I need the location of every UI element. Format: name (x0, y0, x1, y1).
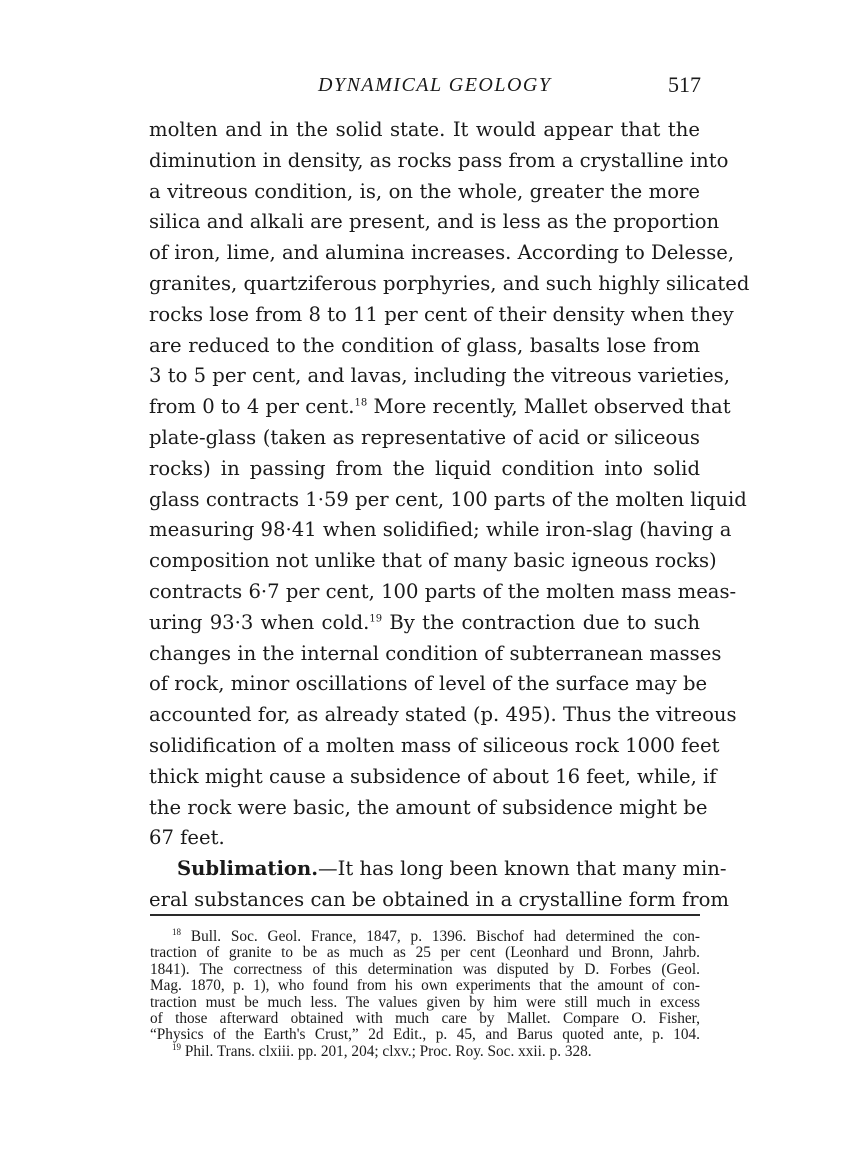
section-first-line (149, 854, 727, 885)
footnote-18-line: of those afterward obtained with much care by Mallet. Compare O. Fisher, (150, 1009, 700, 1027)
text-line: composition not unlike that of many basic igneous rocks) (149, 549, 717, 573)
footnote-text: Bull. Soc. Geol. France, 1847, p. 1396. Bischof had determined the con- (181, 928, 700, 945)
footnote-18-line: traction must be much less. The values given by him were still much in excess (150, 993, 700, 1011)
text-line: granites, quartziferous porphyries, and such highly silicated (149, 271, 750, 295)
text-line: 67 feet. (149, 826, 225, 850)
body-text (149, 115, 750, 916)
text-line (149, 392, 731, 423)
text-line: thick might cause a subsidence of about 16 feet, while, if (149, 764, 717, 788)
text-line: diminution in density, as rocks pass from a crystalline into (149, 148, 729, 172)
text-line: eral substances can be obtained in a crystalline form from (149, 887, 729, 911)
footnote-marker-18: 18 (172, 926, 181, 937)
text-line: are reduced to the condition of glass, basalts lose from (149, 333, 700, 357)
running-title: DYNAMICAL GEOLOGY (318, 74, 552, 96)
footnote-ref-19[interactable]: 19 (369, 613, 383, 625)
text-line: molten and in the solid state. It would appear that the (149, 118, 700, 141)
text-line: silica and alkali are present, and is less as the proportion (149, 210, 720, 234)
line-text: uring 93·3 when cold. (149, 610, 370, 634)
footnote-18-line: 1841). The correctness of this determination was disputed by D. Forbes (Geol. (150, 960, 700, 978)
footnote-divider (150, 914, 700, 916)
footnote-18-line (150, 926, 700, 945)
footnote-18-line: traction of granite to be as much as 25 per cent (Leonhard und Bronn, Jahrb. (150, 944, 700, 962)
line-text: —It has long been known that many min- (318, 857, 727, 881)
line-text: from 0 to 4 per cent. (149, 395, 355, 419)
footnote-marker-19: 19 (172, 1041, 181, 1052)
text-line: glass contracts 1·59 per cent, 100 parts of the molten liquid (149, 487, 747, 511)
section-heading: Sublimation. (177, 857, 319, 881)
text-line: rocks lose from 8 to 11 per cent of their density when they (149, 302, 734, 326)
text-line: rocks) in passing from the liquid condition into solid (149, 456, 700, 480)
text-line: of iron, lime, and alumina increases. According to Delesse, (149, 241, 735, 265)
footnote-18-line: Mag. 1870, p. 1), who found from his own experiments that the amount of con- (150, 977, 700, 995)
text-line: plate-glass (taken as representative of acid or siliceous (149, 425, 700, 449)
text-line (149, 608, 700, 639)
line-text: More recently, Mallet observed that (367, 395, 731, 419)
line-text: By the contraction due to such (382, 610, 700, 634)
footnote-18-line: “Physics of the Earth's Crust,” 2d Edit., p. 45, and Barus quoted ante, p. 104. (150, 1026, 700, 1044)
text-line: solidification of a molten mass of siliceous rock 1000 feet (149, 733, 720, 757)
footnotes (150, 926, 700, 1060)
text-line: 3 to 5 per cent, and lavas, including the vitreous varieties, (149, 364, 730, 388)
footnote-text: Phil. Trans. clxiii. pp. 201, 204; clxv.; Proc. Roy. Soc. xxii. p. 328. (181, 1042, 592, 1060)
text-line: of rock, minor oscillations of level of the surface may be (149, 672, 708, 696)
text-line: the rock were basic, the amount of subsidence might be (149, 795, 708, 819)
page-number: 517 (668, 72, 701, 97)
text-line: contracts 6·7 per cent, 100 parts of the molten mass meas- (149, 579, 737, 603)
text-line: changes in the internal condition of subterranean masses (149, 641, 722, 665)
text-line: measuring 98·41 when solidified; while iron-slag (having a (149, 518, 732, 542)
text-line: a vitreous condition, is, on the whole, greater the more (149, 179, 700, 203)
text-line: accounted for, as already stated (p. 495). Thus the vitreous (149, 703, 737, 727)
footnote-19-line (150, 1041, 700, 1060)
footnote-ref-18[interactable]: 18 (354, 397, 368, 409)
